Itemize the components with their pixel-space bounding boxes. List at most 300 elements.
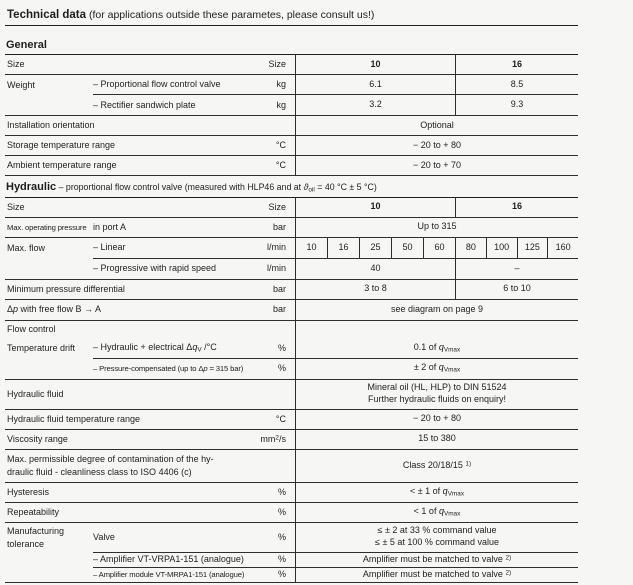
row-unit-lines	[268, 58, 286, 70]
text-segment: = 315 bar)	[207, 364, 244, 374]
value-cell-span	[296, 553, 578, 567]
text-segment: °C	[275, 140, 286, 151]
text-segment: Max. operating pressure	[7, 222, 87, 232]
text-line	[7, 139, 115, 151]
text-line	[93, 262, 216, 274]
heading-segment: General	[6, 39, 47, 51]
text-segment: /s	[278, 433, 286, 444]
row-sublabel	[93, 198, 249, 218]
text-segment: Size	[268, 201, 286, 212]
row-values	[295, 430, 578, 450]
text-line	[260, 433, 286, 445]
text-line	[402, 241, 412, 253]
text-line	[278, 531, 286, 543]
row-sublabel	[93, 339, 249, 359]
text-segment: ≤ ± 2 at 33 % command value	[377, 525, 497, 536]
text-segment: /°C	[201, 341, 217, 352]
row-unit-lines	[278, 568, 286, 580]
row-label-lines	[7, 388, 64, 400]
text-segment: 10	[370, 201, 381, 212]
text-line	[7, 79, 35, 91]
row-sublabel-lines	[93, 262, 216, 274]
text-line	[296, 59, 455, 71]
text-segment: Amplifier must be matched to valve	[362, 568, 506, 579]
text-segment: Mineral oil (HL, HLP) to DIN 51524	[367, 382, 507, 393]
value-cell-size16	[455, 280, 578, 299]
table-row-dp-free-flow	[5, 300, 578, 321]
text-line	[306, 241, 316, 253]
row-label	[5, 300, 249, 321]
text-line	[456, 99, 578, 111]
section-heading-hydraulic	[5, 180, 578, 198]
text-line	[93, 553, 244, 565]
table-row-contamination-class	[5, 450, 578, 483]
text-segment: – Amplifier VT-VRPA1-151 (analogue)	[93, 554, 244, 565]
text-line	[273, 303, 286, 315]
text-line	[456, 79, 578, 91]
row-unit	[249, 380, 295, 410]
text-segment: 8.5	[510, 78, 524, 89]
text-segment: Size	[7, 201, 25, 212]
row-values	[295, 568, 578, 583]
text-segment: Vmax	[443, 510, 461, 518]
row-sublabel	[93, 75, 249, 95]
row-unit-lines	[278, 362, 286, 374]
row-unit	[249, 410, 295, 430]
row-unit	[249, 218, 295, 238]
text-segment: tolerance	[7, 538, 45, 549]
row-label	[5, 553, 93, 568]
text-segment: 125	[524, 242, 540, 253]
row-unit	[249, 300, 295, 321]
table-row-amplifier-vt-vrpa1-151	[5, 553, 578, 568]
value-group-size10	[296, 238, 455, 258]
text-line	[276, 99, 286, 111]
value-cell-span	[296, 410, 578, 429]
text-segment: Flow control	[7, 324, 56, 335]
row-values	[295, 483, 578, 503]
hydraulic-table	[5, 198, 578, 583]
row-sublabel-lines	[93, 531, 115, 543]
row-sublabel-lines	[93, 341, 217, 355]
text-line	[93, 341, 217, 355]
table-row-minimum-pressure-differential	[5, 280, 578, 300]
text-line	[296, 554, 578, 566]
text-segment: Minimum pressure differential	[7, 283, 125, 294]
text-line	[296, 342, 578, 355]
table-row-size	[5, 55, 578, 75]
heading-segment: – proportional flow control valve (measured with HLP46 and at	[56, 182, 304, 192]
text-line	[268, 58, 286, 70]
value-cell-size10	[296, 95, 455, 115]
text-segment: kg	[276, 99, 286, 110]
text-segment: 60	[434, 242, 445, 253]
table-row-temperature-drift-hydraulic	[5, 339, 578, 359]
row-values	[295, 503, 578, 523]
text-line	[456, 201, 578, 213]
text-segment: 6.1	[369, 78, 382, 89]
row-values	[295, 156, 578, 176]
row-label-lines	[7, 79, 35, 91]
text-line	[7, 433, 68, 445]
text-line	[296, 120, 578, 132]
text-segment: Weight	[7, 79, 35, 90]
row-label	[5, 359, 93, 380]
text-segment: 0.1 of	[413, 341, 439, 352]
row-label	[5, 321, 249, 339]
text-line	[278, 506, 286, 518]
table-row-weight-valve	[5, 75, 578, 95]
row-sublabel-lines	[93, 221, 126, 233]
row-values	[295, 380, 578, 410]
row-label-lines	[7, 119, 95, 131]
row-label-lines	[7, 221, 86, 233]
value-mini-cell	[423, 238, 455, 258]
text-segment: 9.3	[510, 99, 524, 110]
text-line	[273, 283, 286, 295]
text-line	[7, 283, 125, 295]
text-line	[7, 453, 214, 465]
text-segment: %	[277, 506, 286, 517]
value-cell-span	[296, 523, 578, 552]
row-unit-lines	[276, 78, 286, 90]
text-segment: bar	[272, 304, 286, 315]
row-unit-lines	[278, 506, 286, 518]
text-line	[296, 79, 455, 91]
row-sublabel	[93, 55, 249, 75]
value-mini-cell	[547, 238, 578, 258]
row-label	[5, 410, 249, 430]
text-line	[7, 201, 25, 213]
heading-segment: ϑ	[303, 182, 309, 192]
text-line	[525, 241, 540, 253]
text-segment: 2)	[505, 569, 512, 577]
table-row-size	[5, 198, 578, 218]
text-segment: draulic fluid - cleanliness class to ISO 4406 (c)	[7, 466, 192, 477]
row-label-lines	[7, 342, 75, 354]
row-unit-lines	[276, 159, 286, 171]
text-segment: Class 20/18/15	[402, 459, 466, 470]
text-line	[296, 413, 578, 425]
value-cell-size16	[455, 198, 578, 217]
row-unit	[249, 238, 295, 259]
row-label-lines	[7, 283, 125, 295]
row-label-lines	[7, 453, 214, 477]
text-line	[93, 568, 244, 580]
table-row-hydraulic-fluid-temperature-range	[5, 410, 578, 430]
row-unit-lines	[278, 553, 286, 565]
text-line	[93, 78, 221, 90]
text-line	[296, 304, 578, 316]
row-unit	[249, 280, 295, 300]
text-line	[296, 460, 578, 472]
table-row-amplifier-module-vt-mrpa1-151	[5, 568, 578, 583]
heading-segment: = 40 °C ± 5 °C)	[314, 182, 377, 192]
row-sublabel	[93, 553, 249, 568]
row-values	[295, 321, 578, 339]
row-sublabel-lines	[93, 241, 126, 253]
table-row-hydraulic-fluid	[5, 380, 578, 410]
value-mini-cell	[391, 238, 423, 258]
row-label	[5, 238, 93, 259]
row-values	[295, 55, 578, 75]
row-label	[5, 55, 93, 75]
text-line	[456, 59, 578, 71]
text-segment: − 20 to + 80	[412, 139, 462, 150]
text-line	[296, 362, 578, 375]
text-line	[296, 99, 455, 111]
value-cell-size10	[296, 280, 455, 299]
table-row-flow-control	[5, 321, 578, 339]
value-cell-span	[296, 300, 578, 320]
text-segment: %	[277, 486, 286, 497]
text-segment: Ambient temperature range	[7, 160, 117, 171]
row-unit	[249, 156, 295, 176]
row-unit	[249, 136, 295, 156]
text-segment: Hydraulic fluid temperature range	[7, 413, 141, 424]
row-unit	[249, 483, 295, 503]
row-values	[295, 280, 578, 300]
text-line	[338, 241, 348, 253]
text-line	[7, 323, 56, 335]
table-row-viscosity-range	[5, 430, 578, 450]
text-line	[93, 241, 126, 253]
text-segment: %	[277, 569, 286, 580]
text-line	[556, 241, 571, 253]
table-row-temperature-drift-pressure	[5, 359, 578, 380]
table-row-storage-temperature-range	[5, 136, 578, 156]
text-line	[296, 160, 578, 172]
text-line	[7, 221, 86, 233]
row-sublabel	[93, 568, 249, 583]
row-label	[5, 75, 93, 95]
text-segment: – Progressive with rapid speed	[93, 263, 217, 274]
row-label	[5, 483, 249, 503]
row-unit	[249, 321, 295, 339]
text-segment: Vmax	[447, 490, 465, 498]
text-segment: l/min	[266, 263, 286, 274]
text-segment: − 20 to + 80	[412, 413, 462, 424]
row-label-lines	[7, 413, 140, 425]
text-segment: mm	[260, 433, 276, 444]
text-line	[456, 263, 578, 275]
value-mini-cell	[327, 238, 359, 258]
value-group-size16	[455, 238, 578, 258]
value-cell-span	[296, 483, 578, 502]
text-segment: 1)	[465, 460, 472, 468]
text-segment: in port A	[93, 221, 127, 232]
text-line	[7, 119, 95, 131]
row-values	[295, 359, 578, 380]
text-line	[296, 201, 455, 213]
value-cell-size10	[296, 198, 455, 217]
text-segment: Repeatability	[7, 506, 60, 517]
value-cell-size10	[296, 55, 455, 74]
text-line	[296, 569, 578, 581]
page-title-note: (for applications outside these parametes, please consult us!)	[86, 9, 375, 21]
text-segment: Hydraulic fluid	[7, 388, 64, 399]
row-values	[295, 116, 578, 136]
text-segment: < 1 of	[413, 505, 439, 516]
row-label	[5, 450, 249, 483]
row-unit	[249, 450, 295, 483]
text-segment: Size	[268, 59, 286, 70]
text-segment: Hysteresis	[7, 486, 50, 497]
text-line	[296, 382, 578, 394]
row-values	[295, 450, 578, 483]
row-unit-lines	[260, 433, 286, 445]
value-cell-span	[296, 430, 578, 449]
text-segment: Temperature drift	[7, 343, 76, 354]
page-title	[5, 7, 578, 26]
table-row-hysteresis	[5, 483, 578, 503]
section-general	[5, 38, 633, 176]
table-row-repeatability	[5, 503, 578, 523]
value-mini-cell	[486, 238, 517, 258]
text-segment: 2	[275, 434, 279, 442]
row-unit-lines	[278, 486, 286, 498]
table-row-weight-plate	[5, 95, 578, 116]
text-segment: 40	[370, 262, 381, 273]
row-unit-lines	[278, 531, 286, 543]
section-hydraulic	[5, 180, 633, 583]
text-segment: 100	[494, 242, 510, 253]
text-line	[7, 58, 25, 70]
row-sublabel	[93, 218, 249, 238]
row-label	[5, 116, 249, 136]
table-row-max-operating-pressure	[5, 218, 578, 238]
row-unit-lines	[267, 262, 286, 274]
text-segment: °C	[275, 160, 286, 171]
row-unit	[249, 116, 295, 136]
row-label	[5, 136, 249, 156]
text-segment: q	[442, 485, 448, 496]
row-unit	[249, 339, 295, 359]
text-segment: 25	[370, 242, 381, 253]
text-line	[7, 506, 59, 518]
text-segment: °C	[275, 413, 286, 424]
text-segment: – Linear	[93, 242, 126, 253]
text-line	[7, 242, 45, 254]
value-cell-span	[296, 218, 578, 237]
text-segment: –	[514, 262, 520, 273]
text-segment: p	[203, 364, 208, 374]
text-line	[278, 553, 286, 565]
value-mini-cell	[517, 238, 548, 258]
text-segment: q	[438, 362, 444, 373]
text-segment: 50	[402, 242, 413, 253]
text-segment: q	[192, 341, 198, 352]
row-label	[5, 280, 249, 300]
row-label	[5, 380, 249, 410]
table-row-ambient-temperature-range	[5, 156, 578, 176]
text-line	[276, 413, 286, 425]
row-unit-lines	[276, 139, 286, 151]
row-sublabel	[93, 259, 249, 280]
value-cell-size10	[296, 75, 455, 94]
value-mini-cell	[296, 238, 327, 258]
row-unit	[249, 259, 295, 280]
row-label	[5, 218, 93, 238]
section-heading-general	[5, 38, 578, 55]
text-segment: Further hydraulic fluids on enquiry!	[367, 394, 507, 404]
text-line	[296, 140, 578, 152]
value-cell-size16	[455, 75, 578, 94]
text-segment: V	[197, 346, 202, 354]
text-line	[7, 486, 49, 498]
text-segment: %	[277, 363, 286, 374]
text-line	[276, 159, 286, 171]
row-values	[295, 136, 578, 156]
row-label-lines	[7, 486, 49, 498]
text-segment: p	[13, 304, 19, 315]
text-segment: kg	[276, 79, 286, 90]
text-segment: 16	[511, 201, 522, 212]
text-segment: Size	[7, 59, 25, 70]
text-line	[276, 139, 286, 151]
value-cell-span	[296, 116, 578, 135]
text-line	[7, 525, 64, 537]
row-values	[295, 198, 578, 218]
text-segment: 10	[306, 242, 317, 253]
row-label-lines	[7, 303, 101, 315]
row-unit	[249, 553, 295, 568]
row-unit-lines	[273, 221, 286, 233]
row-sublabel-lines	[93, 99, 196, 111]
text-segment: – Proportional flow control valve	[93, 79, 221, 90]
row-values	[295, 238, 578, 259]
row-label-lines	[7, 201, 25, 213]
text-segment: see diagram on page 9	[390, 303, 484, 314]
row-label-lines	[7, 58, 25, 70]
value-cell-span	[296, 380, 578, 409]
text-line	[7, 538, 64, 550]
table-row-manufacturing-tolerance-valve	[5, 523, 578, 553]
text-segment: bar	[272, 283, 286, 294]
text-line	[93, 362, 243, 374]
text-line	[296, 537, 578, 549]
row-sublabel	[93, 238, 249, 259]
text-line	[267, 241, 286, 253]
row-label	[5, 430, 249, 450]
row-values	[295, 75, 578, 95]
heading-segment: Hydraulic	[6, 181, 57, 193]
value-cell-span	[296, 359, 578, 379]
text-segment: 160	[555, 242, 571, 253]
text-segment: Vmax	[443, 346, 461, 354]
text-segment: %	[277, 531, 286, 542]
row-label	[5, 156, 249, 176]
row-unit-lines	[276, 99, 286, 111]
row-label	[5, 198, 93, 218]
text-line	[93, 221, 126, 233]
value-cell-span	[296, 568, 578, 582]
text-segment: Valve	[93, 531, 115, 542]
text-line	[278, 342, 286, 354]
text-line	[370, 241, 380, 253]
value-cell-span	[296, 339, 578, 358]
row-unit-lines	[276, 413, 286, 425]
table-row-installation-orientation	[5, 116, 578, 136]
row-values	[295, 218, 578, 238]
value-cell-size16	[455, 259, 578, 279]
text-line	[7, 303, 101, 315]
text-segment: l/min	[266, 242, 286, 253]
text-line	[278, 486, 286, 498]
value-mini-cell	[359, 238, 391, 258]
row-unit-lines	[278, 342, 286, 354]
text-line	[7, 388, 64, 400]
